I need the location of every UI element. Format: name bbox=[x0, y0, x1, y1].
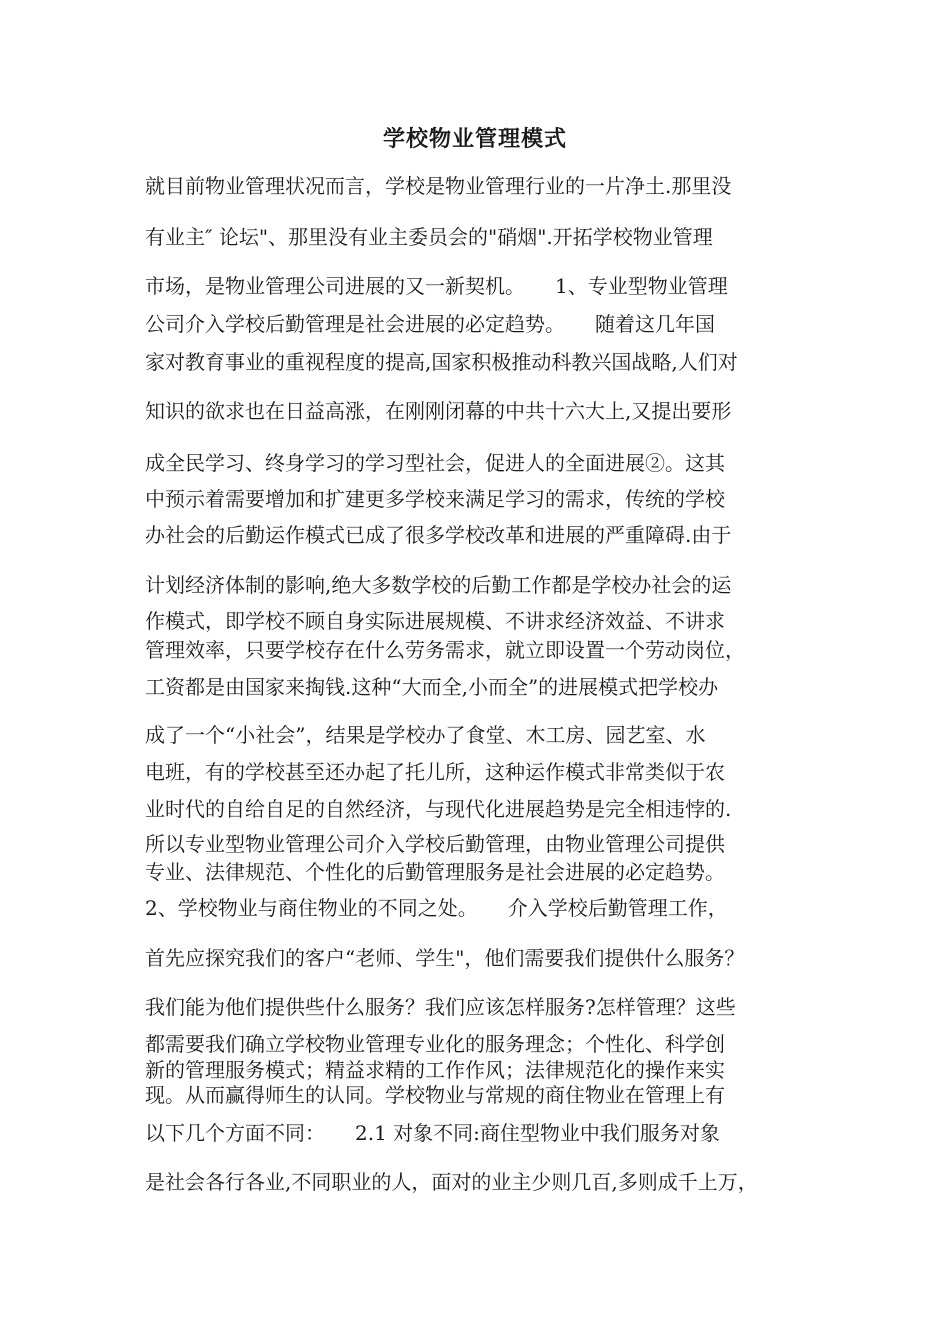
body-line: 管理效率，只要学校存在什么劳务需求，就立即设置一个劳动岗位， bbox=[145, 638, 745, 662]
body-line: 工资都是由国家来掏钱.这种“大而全,小而全”的进展模式把学校办 bbox=[145, 675, 719, 699]
body-line: 办社会的后勤运作模式已成了很多学校改革和进展的严重障碍.由于 bbox=[145, 523, 732, 547]
body-line: 有业主″ 论坛"、那里没有业主委员会的"硝烟".开拓学校物业管理 bbox=[145, 225, 713, 249]
body-line: 新的管理服务模式；精益求精的工作作风；法律规范化的操作来实 bbox=[145, 1058, 725, 1082]
body-line: 家对教育事业的重视程度的提高,国家积极推动科教兴国战略,人们对 bbox=[145, 350, 738, 374]
body-line: 是社会各行各业,不同职业的人，面对的业主少则几百,多则成千上万， bbox=[145, 1170, 758, 1194]
document-title: 学校物业管理模式 bbox=[382, 126, 567, 152]
body-line: 市场，是物业管理公司进展的又一新契机。 1、专业型物业管理 bbox=[145, 274, 728, 298]
body-line: 就目前物业管理状况而言，学校是物业管理行业的一片净土.那里没 bbox=[145, 174, 732, 198]
body-line: 专业、法律规范、个性化的后勤管理服务是社会进展的必定趋势。 bbox=[145, 860, 725, 884]
body-line: 所以专业型物业管理公司介入学校后勤管理，由物业管理公司提供 bbox=[145, 832, 725, 856]
body-line: 公司介入学校后勤管理是社会进展的必定趋势。 随着这几年国 bbox=[145, 312, 715, 336]
body-line: 都需要我们确立学校物业管理专业化的服务理念；个性化、科学创 bbox=[145, 1032, 725, 1056]
body-line: 知识的欲求也在日益高涨，在刚刚闭幕的中共十六大上,又提出要形 bbox=[145, 399, 732, 423]
body-line: 我们能为他们提供些什么服务？我们应该怎样服务?怎样管理？这些 bbox=[145, 995, 736, 1019]
body-line: 现。从而赢得师生的认同。学校物业与常规的商住物业在管理上有 bbox=[145, 1083, 725, 1107]
body-line: 作模式，即学校不顾自身实际进展规模、不讲求经济效益、不讲求 bbox=[145, 609, 725, 633]
body-line: 电班，有的学校甚至还办起了托儿所，这种运作模式非常类似于农 bbox=[145, 760, 725, 784]
body-line: 计划经济体制的影响,绝大多数学校的后勤工作都是学校办社会的运 bbox=[145, 573, 732, 597]
body-line: 中预示着需要增加和扩建更多学校来满足学习的需求，传统的学校 bbox=[145, 487, 725, 511]
body-line: 成了一个“小社会”，结果是学校办了食堂、木工房、园艺室、水 bbox=[145, 723, 706, 747]
body-line: 以下几个方面不同： 2.1 对象不同:商住型物业中我们服务对象 bbox=[145, 1121, 720, 1145]
body-line: 业时代的自给自足的自然经济，与现代化进展趋势是完全相违悖的. bbox=[145, 797, 732, 821]
body-line: 2、学校物业与商住物业的不同之处。 介入学校后勤管理工作， bbox=[145, 896, 728, 920]
body-line: 成全民学习、终身学习的学习型社会，促进人的全面进展②。这其 bbox=[145, 451, 725, 475]
body-line: 首先应探究我们的客户“老师、学生"，他们需要我们提供什么服务？ bbox=[145, 946, 745, 970]
